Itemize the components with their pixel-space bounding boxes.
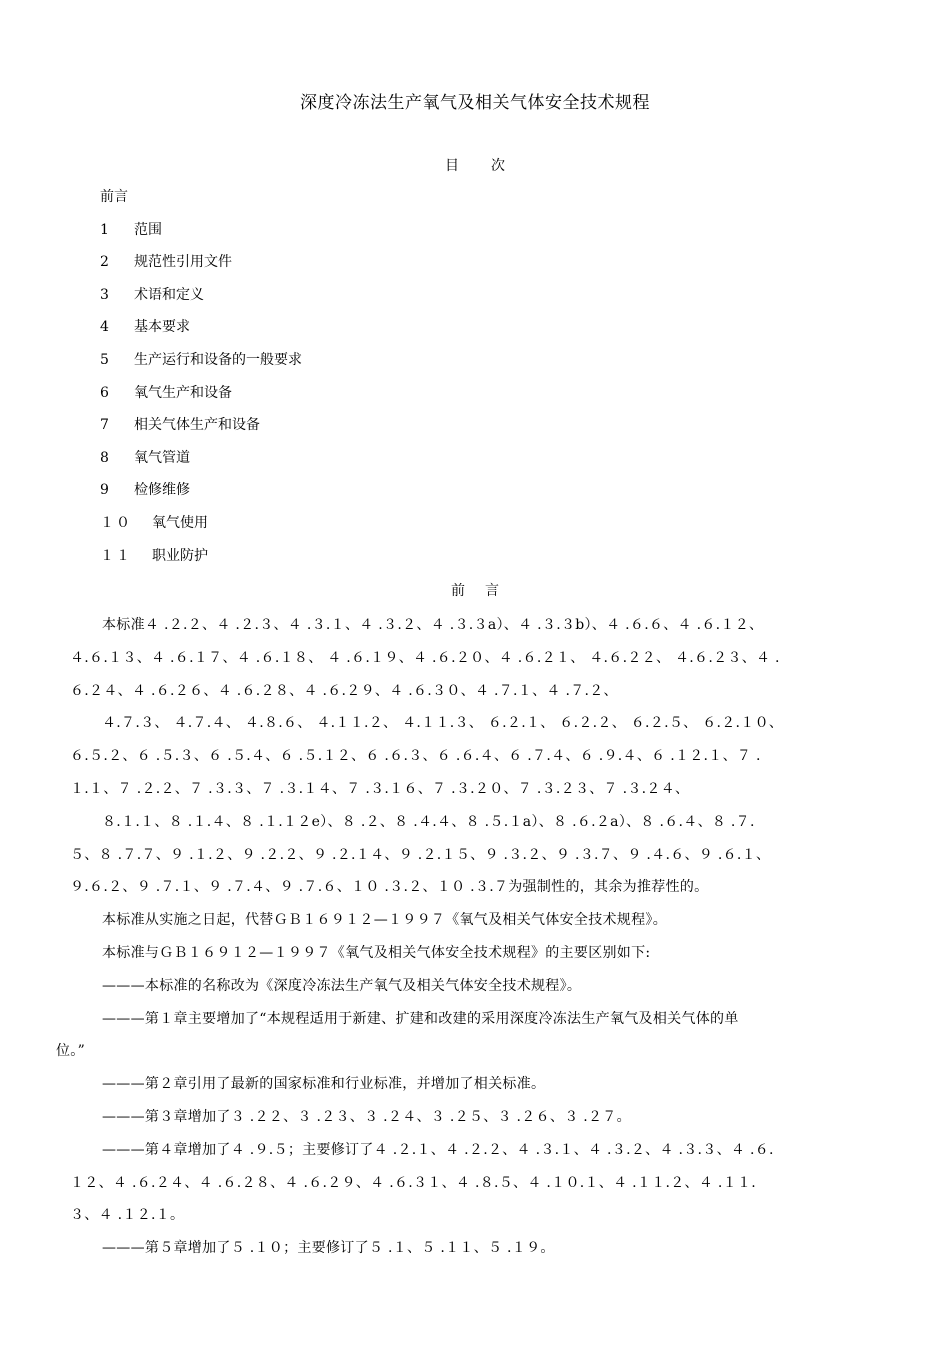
toc-item — [100, 220, 800, 253]
toc-item — [100, 513, 800, 546]
toc-item — [100, 252, 800, 285]
toc-item-number: 1 — [100, 221, 111, 238]
toc-list — [100, 187, 800, 578]
mandatory-clause-line: ６.２４、４ .６.２６、４ .６.２８、４ .６.２９、４ .６.３０、４ .７.１、４ .７.２、 — [70, 682, 618, 699]
difference-item-chapter-1: ———第１章主要增加了“本规程适用于新建、扩建和改建的采用深度冷冻法生产氧气及相关气体的单 — [102, 1010, 739, 1027]
difference-item-chapter-5: ———第５章增加了５ .１０；主要修订了５ .１、５ .１１、５ .１９。 — [102, 1240, 555, 1257]
toc-heading-char-2: 次 — [491, 158, 505, 174]
toc-item — [100, 285, 800, 318]
toc-item-number: 5 — [100, 351, 111, 368]
toc-item-label: 基本要求 — [134, 319, 190, 336]
mandatory-clause-line: ８.１.１、８ .１.４、８ .１.１２e）、８ .２、８ .４.４、８ .５.１a）、８ .６.２a）、８ .６.４、８ .７. — [102, 813, 755, 830]
preface-heading-char-2: 言 — [485, 583, 499, 599]
toc-item-number: 3 — [100, 286, 111, 303]
toc-item-number: 8 — [100, 449, 111, 466]
toc-item-number: 9 — [100, 482, 111, 499]
toc-item-label: 规范性引用文件 — [134, 254, 232, 271]
difference-item-chapter-4-continued: ３、４ .１２.１。 — [70, 1207, 185, 1224]
mandatory-clause-line: ４.６.１３、４ .６.１７、４ .６.１８、 ４ .６.１９、４ .６.２０、４ .６.２１、 ４.６.２２、 ４.６.２３、４ . — [70, 649, 780, 666]
toc-item-number: １０ — [100, 514, 132, 531]
toc-item — [100, 317, 800, 350]
preface-body — [56, 609, 882, 1265]
toc-item-label: 相关气体生产和设备 — [134, 417, 260, 434]
toc-item-label: 检修维修 — [134, 482, 190, 499]
toc-item — [100, 383, 800, 416]
mandatory-clause-line: ４.７.３、 ４.７.４、 ４.８.６、 ４.１１.２、 ４.１１.３、 ６.２.１、 ６.２.２、 ６.２.５、 ６.２.１０、 — [102, 715, 784, 732]
toc-item-number: 4 — [100, 319, 111, 336]
replace-statement: 本标准从实施之日起，代替ＧＢ１６９１２—１９９７《氧气及相关气体安全技术规程》。 — [102, 912, 667, 929]
toc-item-label: 前言 — [100, 189, 128, 205]
toc-item-label: 生产运行和设备的一般要求 — [134, 351, 302, 368]
toc-heading — [0, 155, 950, 175]
difference-item-chapter-2: ———第２章引用了最新的国家标准和行业标准，并增加了相关标准。 — [102, 1076, 546, 1093]
toc-item-preface — [100, 187, 800, 220]
toc-item — [100, 448, 800, 481]
difference-item-chapter-1-continued: 位。” — [56, 1043, 86, 1060]
preface-heading — [0, 580, 950, 600]
toc-item-label: 范围 — [134, 221, 162, 238]
toc-item-label: 氧气管道 — [134, 449, 190, 466]
mandatory-clause-line: 本标准４ .２.２、４ .２.３、４ .３.１、４ .３.２、４ .３.３a）、４ .３.３b）、４ .６.６、４ .６.１２、 — [102, 617, 764, 633]
toc-item-number: １１ — [100, 547, 132, 564]
toc-item-number: 2 — [100, 254, 111, 271]
document-title: 深度冷冻法生产氧气及相关气体安全技术规程 — [300, 93, 650, 113]
toc-heading-char-1: 目 — [445, 158, 459, 174]
difference-item-chapter-4-continued: １２、４ .６.２４、４ .６.２８、４ .６.２９、４ .６.３１、４ .８.５、４ .１０.１、４ .１１.２、４ .１１. — [70, 1174, 757, 1191]
toc-item-label: 职业防护 — [152, 547, 208, 564]
toc-item — [100, 546, 800, 579]
toc-item — [100, 350, 800, 383]
mandatory-clause-line: ９.６.２、９ .７.１、９ .７.４、９ .７.６、１０ .３.２、１０ .３.７为强制性的，其余为推荐性的。 — [70, 879, 709, 896]
mandatory-clause-line: ６.５.２、６ .５.３、６ .５.４、６ .５.１２、６ .６.３、６ .６.４、６ .７.４、６ .９.４、６ .１２.１、７ . — [70, 748, 761, 765]
toc-item-label: 氧气生产和设备 — [134, 384, 232, 401]
toc-item-label: 氧气使用 — [152, 514, 208, 531]
differences-intro: 本标准与ＧＢ１６９１２—１９９７《氧气及相关气体安全技术规程》的主要区别如下: — [102, 944, 651, 961]
difference-item-name: ———本标准的名称改为《深度冷冻法生产氧气及相关气体安全技术规程》。 — [102, 977, 582, 994]
toc-item — [100, 480, 800, 513]
difference-item-chapter-4: ———第４章增加了４ .９.５；主要修订了４ .２.１、４ .２.２、４ .３.１、４ .３.２、４ .３.３、４ .６. — [102, 1141, 774, 1158]
difference-item-chapter-3: ———第３章增加了３ .２２、３ .２３、３ .２４、３ .２５、３ .２６、３ .２７。 — [102, 1108, 631, 1125]
preface-heading-char-1: 前 — [451, 583, 465, 599]
toc-item-number: 7 — [100, 417, 111, 434]
toc-item-label: 术语和定义 — [134, 286, 204, 303]
toc-item-number: 6 — [100, 384, 111, 401]
mandatory-clause-line: ５、８ .７.７、９ .１.２、９ .２.２、９ .２.１４、９ .２.１５、９ .３.２、９ .３.７、９ .４.６、９ .６.１、 — [70, 846, 771, 863]
mandatory-clause-line: １.１、７ .２.２、７ .３.３、７ .３.１４、７ .３.１６、７ .３.２０、７ .３.２３、７ .３.２４、 — [70, 780, 690, 797]
toc-item — [100, 415, 800, 448]
